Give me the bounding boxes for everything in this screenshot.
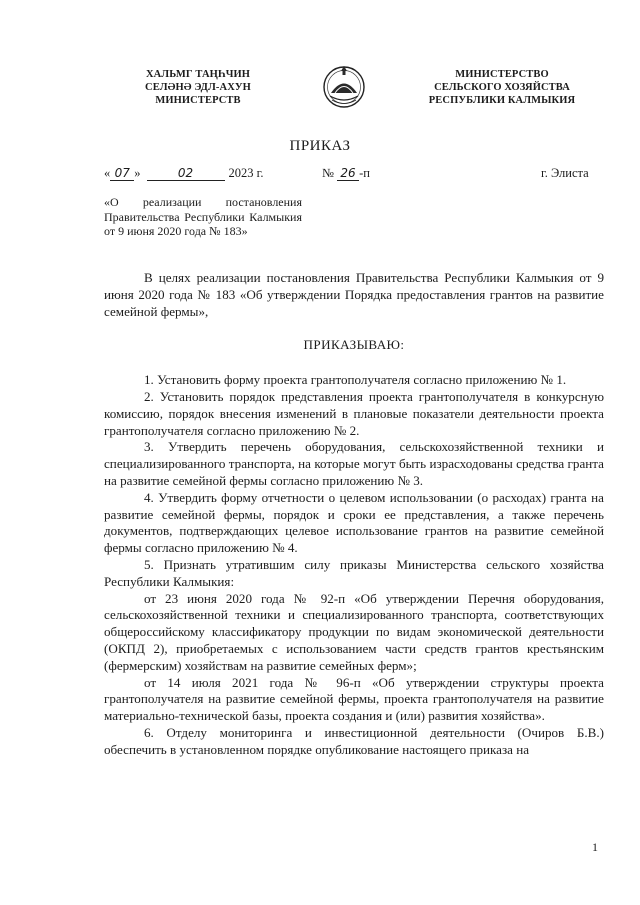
header-left-line: СЕЛӘНӘ ЭДЛ-АХУН [145,82,251,93]
number-suffix: -п [359,166,370,180]
number-prefix: № [322,166,334,180]
order-number [322,166,370,181]
order-date: « 07 » 02 2023 г. [104,166,264,180]
order-subitem: от 14 июля 2021 года № 96-п «Об утверждении структуры проекта грантополучателя на развитие семейной фермы, проекта грантополучателя на развитие материально-технической базы, проекта создания и (или) развития хозяйства». [104,674,604,724]
order-body [104,270,604,759]
order-item: 3. Утвердить перечень оборудования, сельскохозяйственной техники и специализированного транспорта, на которые могут быть израсходованы средства гранта на развитие семейной фермы согласно приложению № 3. [104,439,604,488]
kalmykia-emblem-icon [322,60,366,110]
order-subject: «О реализации постановления Правительства Республики Калмыкия от 9 июня 2020 года № 183» [104,195,302,238]
order-city: г. Элиста [541,166,589,180]
handwritten-number: 26 [337,167,359,181]
order-item: 1. Установить форму проекта грантополучателя согласно приложению № 1. [144,372,567,388]
order-year: 2023 г. [228,166,264,180]
order-item: 2. Установить порядок представления проекта грантополучателя в конкурсную комиссию, порядок внесения изменений в плановые показатели деятельности проекта грантополучателя согласно приложению № 2. [104,388,604,438]
header-right-line: СЕЛЬСКОГО ХОЗЯЙСТВА [434,82,570,93]
header-ministry-kalmyk [98,68,298,107]
header-right-line: РЕСПУБЛИКИ КАЛМЫКИЯ [428,95,576,106]
header-left-line: ХАЛЬМГ ТАҢҺЧИН [145,69,251,80]
preamble-paragraph: В целях реализации постановления Правительства Республики Калмыкия от 9 июня 2020 года № 183 «Об утверждении Порядка предоставления грантов на развитие семейной фермы», [104,270,604,319]
order-item: 6. Отделу мониторинга и инвестиционной деятельности (Очиров Б.В.) обеспечить в установленном порядке опубликование настоящего приказа на [104,724,604,757]
order-subitem: от 23 июня 2020 года № 92-п «Об утверждении Перечня оборудования, сельскохозяйственной техники и специализированного транспорта, соответствующих общероссийскому классификатору продукции по видам экономической деятельности (ОКПД 2), приобретаемых с использованием части средств грантов крестьянским (фермерским) хозяйствам на развитие семейных ферм»; [104,590,604,673]
order-item: 4. Утвердить форму отчетности о целевом использовании (о расходах) гранта на развитие семейной фермы, порядок и сроки ее представления, а также перечень документов, подтверждающих целевое использование грантов на развитие семейной фермы согласно приложению № 4. [104,489,604,556]
order-item: 5. Признать утратившим силу приказы Министерства сельского хозяйства Республики Калмыкия: [104,556,604,589]
handwritten-day: 07 [110,167,134,181]
order-word: ПРИКАЗЫВАЮ: [303,337,405,353]
handwritten-month: 02 [147,167,225,181]
header-ministry-russian [402,68,602,107]
document-title: ПРИКАЗ [289,138,351,154]
page-number: 1 [592,840,598,854]
header-right-line: МИНИСТЕРСТВО [455,69,549,80]
header-left-line: МИНИСТЕРСТВ [155,95,241,106]
